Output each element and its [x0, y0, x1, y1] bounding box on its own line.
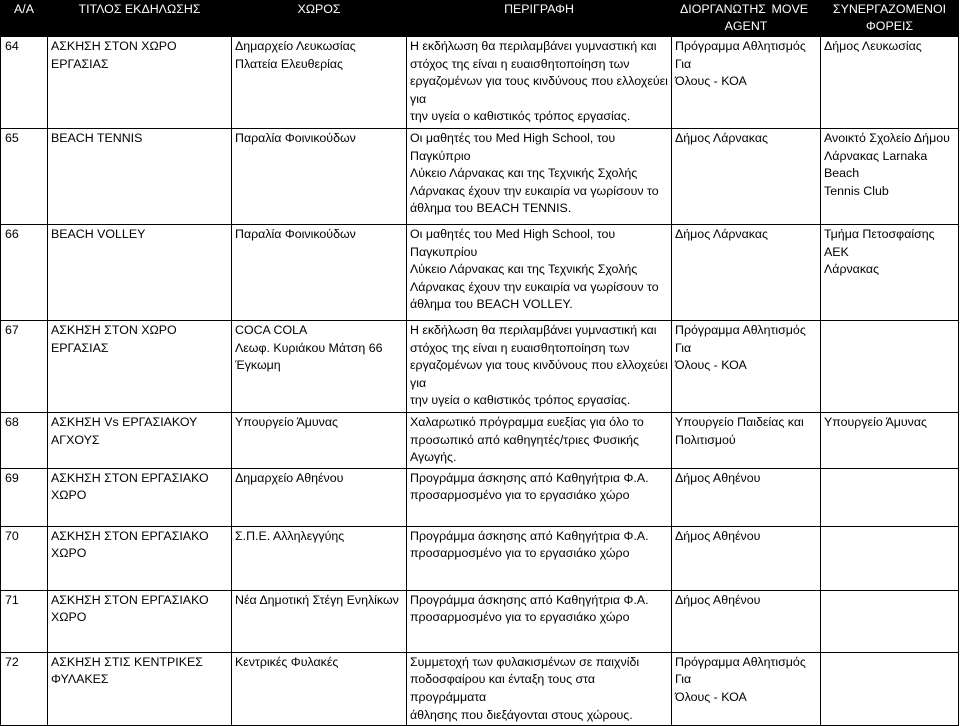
cell-partners: Τμήμα Πετοσφαίσης ΑΕΚ Λάρνακας: [821, 225, 959, 321]
cell-aa: 71: [1, 590, 48, 652]
table-row: [1, 413, 959, 469]
cell-place: Παραλία Φοινικούδων: [232, 129, 407, 225]
cell-aa: 69: [1, 468, 48, 526]
cell-organizer: Πρόγραμμα Αθλητισμός Για Όλους - ΚΟΑ: [672, 37, 821, 129]
cell-partners: [821, 590, 959, 652]
cell-aa: 72: [1, 652, 48, 725]
cell-title: ΑΣΚΗΣΗ ΣΤΟΝ ΧΩΡΟ ΕΡΓΑΣΙΑΣ: [48, 37, 232, 129]
cell-title: BEACH TENNIS: [48, 129, 232, 225]
cell-title: BEACH VOLLEY: [48, 225, 232, 321]
cell-description: Χαλαρωτικό πρόγραμμα ευεξίας για όλο το προσωπικό από καθηγητές/τριες Φυσικής Αγωγής.: [407, 413, 672, 469]
cell-description: Η εκδήλωση θα περιλαμβάνει γυμναστική και στόχος της είναι η ευαισθητοποίηση των εργαζομένων για τους κινδύνους που ελλοχεύει για την υγεία ο καθιστικός τρόπος εργασίας.: [407, 321, 672, 413]
cell-partners: Ανοικτό Σχολείο Δήμου Λάρνακας Larnaka Beach Tennis Club: [821, 129, 959, 225]
cell-description: Οι μαθητές του Med High School, του Παγκύπριο Λύκειο Λάρνακας και της Τεχνικής Σχολής Λάρνακας έχουν την ευκαιρία να γωρίσουν το άθλημα του BEACH TENNIS.: [407, 129, 672, 225]
cell-organizer: Δήμος Αθηένου: [672, 526, 821, 590]
cell-place: COCA COLA Λεωφ. Κυριάκου Μάτση 66 Έγκωμη: [232, 321, 407, 413]
cell-title: ΑΣΚΗΣΗ ΣΤΟΝ ΕΡΓΑΣΙΑΚΟ ΧΩΡΟ: [48, 526, 232, 590]
cell-aa: 70: [1, 526, 48, 590]
cell-organizer: Δήμος Λάρνακας: [672, 225, 821, 321]
cell-organizer: Δήμος Λάρνακας: [672, 129, 821, 225]
table-row: [1, 652, 959, 725]
cell-aa: 67: [1, 321, 48, 413]
cell-title: ΑΣΚΗΣΗ ΣΤΟΝ ΕΡΓΑΣΙΑΚΟ ΧΩΡΟ: [48, 590, 232, 652]
cell-aa: 66: [1, 225, 48, 321]
table-row: [1, 468, 959, 526]
header-place: ΧΩΡΟΣ: [232, 1, 407, 37]
cell-aa: 64: [1, 37, 48, 129]
cell-partners: [821, 526, 959, 590]
cell-place: Σ.Π.Ε. Αλληλεγγύης: [232, 526, 407, 590]
cell-organizer: Δήμος Αθηένου: [672, 468, 821, 526]
cell-partners: Υπουργείο Άμυνας: [821, 413, 959, 469]
table-row: [1, 321, 959, 413]
cell-partners: [821, 321, 959, 413]
cell-place: Δημαρχείο Αθηένου: [232, 468, 407, 526]
cell-place: Νέα Δημοτική Στέγη Ενηλίκων: [232, 590, 407, 652]
cell-place: Δημαρχείο Λευκωσίας Πλατεία Ελευθερίας: [232, 37, 407, 129]
cell-description: Προγράμμα άσκησης από Καθηγήτρια Φ.Α. προσαρμοσμένο για το εργασιάκο χώρο: [407, 590, 672, 652]
table-row: [1, 526, 959, 590]
cell-organizer: Πρόγραμμα Αθλητισμός Για Όλους - ΚΟΑ: [672, 321, 821, 413]
cell-organizer: Πρόγραμμα Αθλητισμός Για Όλους - ΚΟΑ: [672, 652, 821, 725]
cell-organizer: Δήμος Αθηένου: [672, 590, 821, 652]
table-row: [1, 129, 959, 225]
cell-title: ΑΣΚΗΣΗ Vs ΕΡΓΑΣΙΑΚΟΥ ΑΓΧΟΥΣ: [48, 413, 232, 469]
cell-place: Κεντρικές Φυλακές: [232, 652, 407, 725]
cell-aa: 65: [1, 129, 48, 225]
cell-partners: [821, 652, 959, 725]
cell-description: Προγράμμα άσκησης από Καθηγήτρια Φ.Α. προσαρμοσμένο για το εργασιάκο χώρο: [407, 526, 672, 590]
table-row: [1, 590, 959, 652]
header-description: ΠΕΡΙΓΡΑΦΗ: [407, 1, 672, 37]
table-row: [1, 225, 959, 321]
cell-title: ΑΣΚΗΣΗ ΣΤΟΝ ΕΡΓΑΣΙΑΚΟ ΧΩΡΟ: [48, 468, 232, 526]
cell-title: ΑΣΚΗΣΗ ΣΤΙΣ ΚΕΝΤΡΙΚΕΣ ΦΥΛΑΚΕΣ: [48, 652, 232, 725]
cell-description: Συμμετοχή των φυλακισμένων σε παιχνίδι ποδοσφαίρου και ένταξη τους στα προγράμματα άθλησης που διεξάγονται στους χώρους.: [407, 652, 672, 725]
cell-aa: 68: [1, 413, 48, 469]
header-aa: Α/Α: [1, 1, 48, 37]
header-organizer: ΔΙΟΡΓΑΝΩΤΗΣ MOVE AGENT: [672, 1, 821, 37]
cell-description: Προγράμμα άσκησης από Καθηγήτρια Φ.Α. προσαρμοσμένο για το εργασιάκο χώρο: [407, 468, 672, 526]
table-body: [1, 37, 959, 726]
cell-place: Παραλία Φοινικούδων: [232, 225, 407, 321]
cell-partners: [821, 468, 959, 526]
cell-description: Η εκδήλωση θα περιλαμβάνει γυμναστική και στόχος της είναι η ευαισθητοποίηση των εργαζομένων για τους κινδύνους που ελλοχεύει για την υγεία ο καθιστικός τρόπος εργασίας.: [407, 37, 672, 129]
cell-partners: Δήμος Λευκωσίας: [821, 37, 959, 129]
table-row: [1, 37, 959, 129]
cell-place: Υπουργείο Άμυνας: [232, 413, 407, 469]
cell-description: Οι μαθητές του Med High School, του Παγκυπρίου Λύκειο Λάρνακας και της Τεχνικής Σχολής Λάρνακας έχουν την ευκαιρία να γωρίσουν το άθλημα του BEACH VOLLEY.: [407, 225, 672, 321]
header-partners: ΣΥΝΕΡΓΑΖΟΜΕΝΟΙ ΦΟΡΕΙΣ: [821, 1, 959, 37]
cell-title: ΑΣΚΗΣΗ ΣΤΟΝ ΧΩΡΟ ΕΡΓΑΣΙΑΣ: [48, 321, 232, 413]
table-header: [1, 1, 959, 37]
header-title: ΤΙΤΛΟΣ ΕΚΔΗΛΩΣΗΣ: [48, 1, 232, 37]
cell-organizer: Υπουργείο Παιδείας και Πολιτισμού: [672, 413, 821, 469]
